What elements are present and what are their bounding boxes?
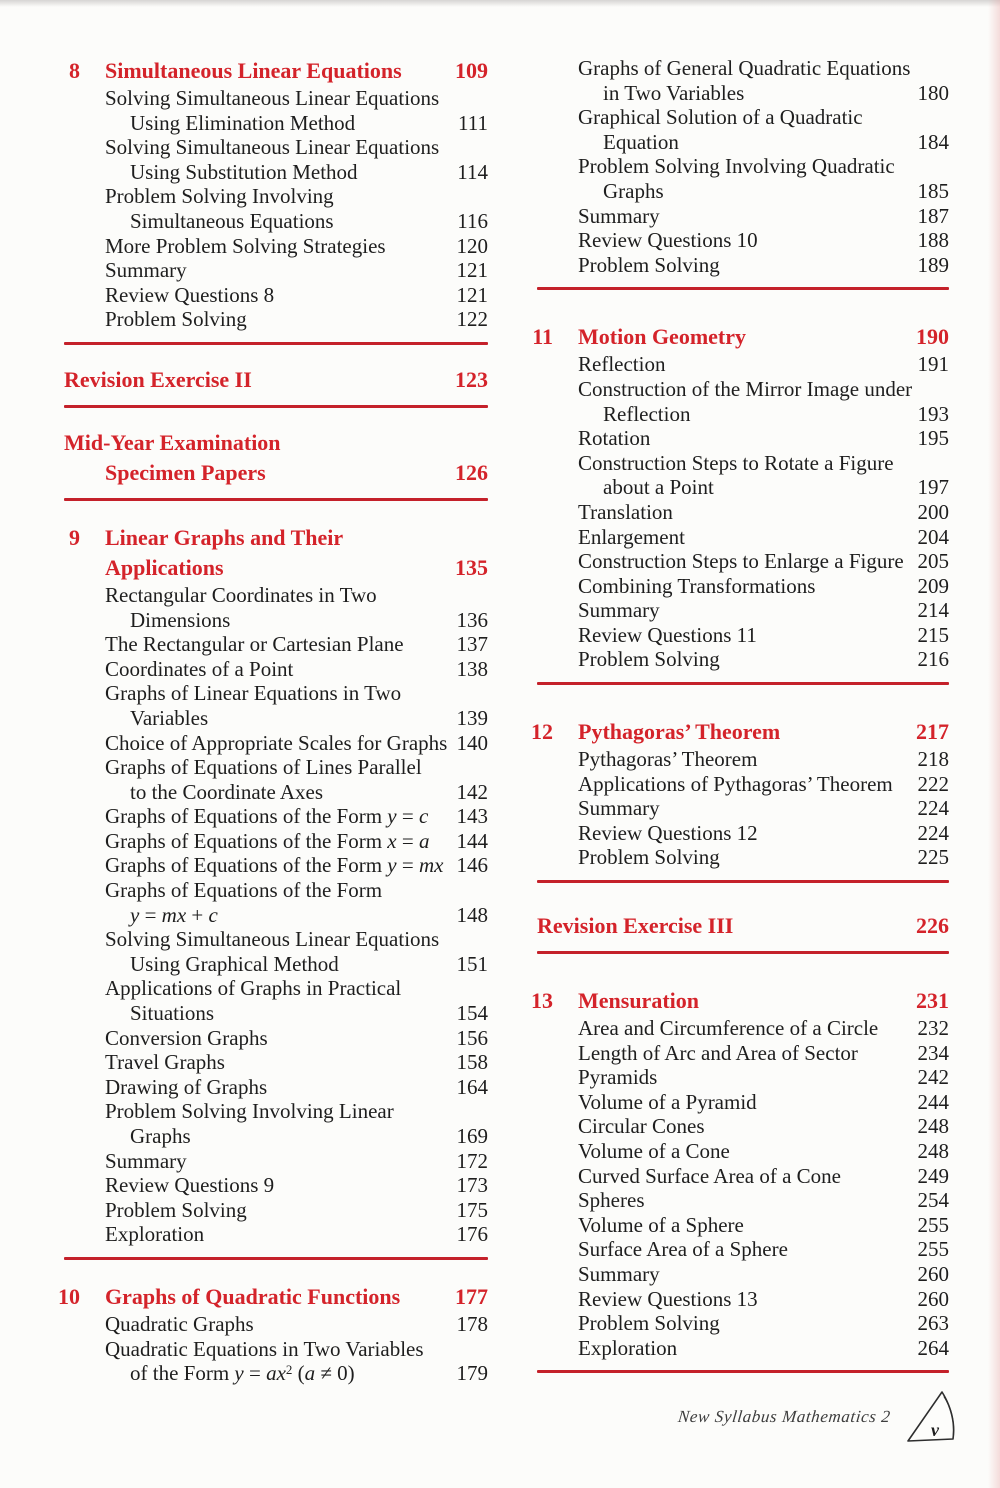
- exercise-title: Specimen Papers: [105, 459, 266, 485]
- toc-page-number: 255: [917, 1237, 949, 1262]
- toc-item-line: [537, 1041, 949, 1066]
- toc-page-number: 180: [917, 80, 949, 105]
- toc-item-text: Problem Solving: [578, 252, 720, 277]
- toc-item-text: Problem Solving Involving: [105, 184, 334, 209]
- toc-page-number: 138: [456, 656, 488, 681]
- toc-page-number: 173: [456, 1173, 488, 1198]
- toc-page-number: 260: [917, 1286, 949, 1311]
- toc-item-text: Quadratic Graphs: [105, 1311, 254, 1336]
- toc-item-text: Summary: [578, 796, 660, 821]
- toc-item-line: [537, 377, 949, 402]
- toc-item-line: [537, 574, 949, 599]
- toc-item-line: [64, 209, 488, 234]
- toc-item-line: [64, 258, 488, 283]
- exercise-page-number: 123: [455, 366, 488, 392]
- toc-item-line: [64, 1149, 488, 1174]
- section-divider-rule: [64, 405, 488, 408]
- toc-item-line: [64, 111, 488, 136]
- toc-item-text: Construction Steps to Rotate a Figure: [578, 450, 894, 475]
- toc-item-text: Summary: [578, 1261, 660, 1286]
- toc-page-number: 178: [456, 1311, 488, 1336]
- toc-item-line: [64, 1050, 488, 1075]
- toc-item-line: [537, 821, 949, 846]
- toc-item-line: [537, 475, 949, 500]
- section-divider-rule: [64, 1257, 488, 1260]
- section-divider-rule: [537, 880, 949, 883]
- toc-page-number: 146: [456, 853, 488, 878]
- toc-item-text: Enlargement: [578, 524, 685, 549]
- toc-item-text: Graphs of Equations of the Form x = a: [105, 828, 430, 853]
- chapter-number: 11: [532, 324, 553, 350]
- toc-page-number: 224: [917, 820, 949, 845]
- toc-item-text: of the Form $y = ax^2$ (a ≠ 0): [130, 1361, 355, 1386]
- toc-item-line: [64, 283, 488, 308]
- exercise-heading-line: [64, 428, 488, 458]
- section-divider-rule: [537, 287, 949, 290]
- toc-item-line: [537, 253, 949, 278]
- toc-item-line: [64, 608, 488, 633]
- toc-item-text: Graphs of General Quadratic Equations: [578, 56, 911, 80]
- chapter-title: Pythagoras’ Theorem: [578, 719, 781, 745]
- chapter-heading-line: [532, 322, 949, 352]
- toc-item-text: Review Questions 8: [105, 282, 275, 307]
- toc-item-text: The Rectangular or Cartesian Plane: [105, 632, 404, 657]
- toc-page-number: 193: [917, 401, 949, 426]
- toc-page-number: 179: [456, 1361, 488, 1386]
- chapter-section: [64, 523, 488, 1247]
- toc-page-number: 249: [917, 1163, 949, 1188]
- toc-item-text: Pyramids: [578, 1065, 658, 1090]
- chapter-heading-line: [531, 986, 949, 1016]
- toc-item-text: to the Coordinate Axes: [130, 779, 324, 804]
- toc-item-text: y = mx + c: [130, 902, 218, 927]
- toc-item-line: [64, 952, 488, 977]
- toc-item-line: [537, 1311, 949, 1336]
- toc-page-number: 218: [917, 747, 949, 772]
- toc-page-number: 248: [917, 1139, 949, 1163]
- toc-item-text: Problem Solving Involving Quadratic: [578, 154, 895, 179]
- toc-page-number: 169: [456, 1124, 488, 1148]
- toc-item-line: [537, 1164, 949, 1189]
- toc-item-line: [537, 1016, 949, 1041]
- chapter-page-number: 177: [455, 1283, 488, 1309]
- toc-item-text: Problem Solving: [105, 307, 247, 332]
- toc-item-line: [64, 804, 488, 829]
- chapter-page-number: 135: [455, 554, 488, 580]
- chapter-heading-line: [531, 717, 949, 747]
- toc-item-line: [537, 426, 949, 451]
- toc-item-text: Review Questions 12: [578, 820, 758, 845]
- toc-item-text: Problem Solving: [578, 647, 720, 672]
- toc-item-line: [64, 681, 488, 706]
- chapter-number: 9: [69, 524, 80, 550]
- toc-item-text: Situations: [130, 1001, 215, 1026]
- toc-item-line: [537, 1114, 949, 1139]
- chapter-section: [531, 986, 949, 1360]
- toc-page-number: 139: [456, 705, 488, 730]
- toc-page-number: 263: [917, 1311, 949, 1336]
- toc-item-line: [537, 549, 949, 574]
- toc-page-number: 222: [917, 771, 949, 796]
- toc-item-line: [64, 706, 488, 731]
- toc-page-number: 200: [917, 499, 949, 524]
- chapter-number: 12: [531, 719, 553, 745]
- toc-item-line: [537, 1139, 949, 1164]
- toc-item-line: [64, 234, 488, 259]
- chapter-title: Mensuration: [578, 988, 699, 1014]
- chapter-number: 10: [58, 1283, 80, 1309]
- toc-item-text: Dimensions: [130, 607, 231, 632]
- toc-item-text: Volume of a Cone: [578, 1139, 730, 1163]
- toc-item-text: Review Questions 13: [578, 1286, 758, 1311]
- toc-item-text: Rotation: [578, 426, 651, 451]
- toc-page-number: 234: [917, 1040, 949, 1065]
- toc-item-line: [537, 402, 949, 427]
- toc-item-line: [64, 1337, 488, 1362]
- toc-item-line: [537, 1262, 949, 1287]
- toc-item-text: Choice of Appropriate Scales for Graphs: [105, 730, 448, 755]
- toc-page-number: 154: [456, 1001, 488, 1026]
- toc-page-number: 164: [456, 1074, 488, 1099]
- chapter-page-number: 217: [916, 719, 949, 745]
- toc-item-text: Volume of a Sphere: [578, 1212, 744, 1237]
- toc-page-number: 187: [917, 203, 949, 228]
- chapter-page-number: 190: [916, 324, 949, 350]
- toc-page-number: 225: [917, 845, 949, 870]
- toc-page-number: 209: [917, 573, 949, 598]
- toc-item-line: [537, 154, 949, 179]
- toc-item-text: Conversion Graphs: [105, 1025, 268, 1050]
- toc-item-text: Review Questions 9: [105, 1173, 275, 1198]
- toc-item-text: Review Questions 11: [578, 622, 757, 647]
- toc-item-text: Equation: [603, 129, 679, 154]
- toc-item-line: [64, 86, 488, 111]
- toc-item-text: Circular Cones: [578, 1114, 705, 1139]
- chapter-title: Simultaneous Linear Equations: [105, 58, 402, 83]
- toc-page-number: 120: [456, 233, 488, 258]
- exercise-section: [64, 428, 488, 488]
- toc-item-text: Simultaneous Equations: [130, 208, 334, 233]
- toc-page-number: 242: [917, 1065, 949, 1090]
- toc-item-line: [537, 772, 949, 797]
- toc-items-continued: [537, 56, 949, 277]
- toc-page-number: 204: [917, 524, 949, 549]
- section-divider-rule: [64, 498, 488, 501]
- toc-page-number: 114: [457, 159, 488, 184]
- toc-page-number: 144: [456, 828, 488, 853]
- toc-item-line: [537, 796, 949, 821]
- toc-item-line: [64, 1198, 488, 1223]
- scan-artifact-top-shadow: [0, 0, 1000, 7]
- toc-item-text: Solving Simultaneous Linear Equations: [105, 86, 440, 110]
- page-number-roman: v: [931, 1420, 939, 1440]
- section-divider-rule: [537, 1370, 949, 1373]
- toc-item-text: Graphical Solution of a Quadratic: [578, 105, 863, 130]
- toc-item-text: Coordinates of a Point: [105, 656, 294, 681]
- toc-column-right: [531, 56, 949, 1373]
- toc-item-line: [64, 731, 488, 756]
- exercise-section: [537, 911, 949, 941]
- toc-item-line: [537, 747, 949, 772]
- toc-page-number: 248: [917, 1114, 949, 1139]
- toc-page-number: 111: [458, 110, 488, 135]
- toc-item-line: [64, 184, 488, 209]
- toc-page-number: 140: [456, 730, 488, 755]
- toc-item-text: Summary: [105, 1148, 187, 1173]
- toc-item-line: [64, 927, 488, 952]
- toc-item-line: [537, 598, 949, 623]
- toc-page-number: 176: [456, 1222, 488, 1247]
- exercise-title: Revision Exercise II: [64, 366, 252, 392]
- chapter-number: 8: [69, 58, 80, 83]
- toc-item-line: [64, 878, 488, 903]
- toc-item-line: [64, 853, 488, 878]
- toc-item-text: Graphs: [603, 178, 664, 203]
- toc-page-number: 260: [917, 1261, 949, 1286]
- toc-item-line: [537, 1287, 949, 1312]
- toc-item-text: in Two Variables: [603, 80, 745, 105]
- toc-item-text: Problem Solving: [105, 1197, 247, 1222]
- chapter-heading-line: [58, 1282, 488, 1312]
- toc-item-text: Area and Circumference of a Circle: [578, 1016, 879, 1041]
- toc-page-number: 184: [917, 129, 949, 154]
- toc-item-line: [64, 903, 488, 928]
- toc-page-number: 254: [917, 1188, 949, 1213]
- toc-item-text: Problem Solving: [578, 1311, 720, 1336]
- toc-item-line: [64, 1312, 488, 1337]
- toc-item-text: Travel Graphs: [105, 1050, 225, 1075]
- toc-item-line: [64, 829, 488, 854]
- toc-item-line: [537, 1188, 949, 1213]
- toc-page-number: 121: [456, 282, 488, 307]
- toc-item-text: Graphs: [130, 1124, 191, 1148]
- exercise-heading-line: [64, 365, 488, 395]
- toc-page-number: 121: [456, 258, 488, 283]
- toc-item-text: Length of Arc and Area of Sector: [578, 1040, 858, 1065]
- toc-item-line: [64, 657, 488, 682]
- chapter-section: [58, 1282, 488, 1386]
- exercise-title: Revision Exercise III: [537, 913, 734, 939]
- toc-page-number: 185: [917, 178, 949, 203]
- toc-item-line: [537, 1237, 949, 1262]
- toc-item-line: [64, 1099, 488, 1124]
- toc-item-line: [64, 135, 488, 160]
- scan-artifact-right-tint: [988, 0, 1000, 1488]
- toc-item-text: Surface Area of a Sphere: [578, 1237, 788, 1262]
- toc-item-text: Problem Solving: [578, 845, 720, 870]
- toc-item-text: Solving Simultaneous Linear Equations: [105, 135, 440, 160]
- chapter-section: [531, 717, 949, 870]
- toc-item-text: Graphs of Equations of Lines Parallel: [105, 755, 422, 780]
- toc-item-line: [64, 583, 488, 608]
- toc-item-line: [537, 1336, 949, 1361]
- toc-page-number: 158: [456, 1050, 488, 1075]
- book-title: New Syllabus Mathematics 2: [676, 1407, 892, 1426]
- toc-item-line: [537, 525, 949, 550]
- toc-item-line: [537, 1090, 949, 1115]
- toc-page-number: 244: [917, 1089, 949, 1114]
- toc-item-text: Graphs of Equations of the Form y = c: [105, 804, 429, 829]
- toc-item-text: Graphs of Equations of the Form: [105, 878, 383, 903]
- toc-page-number: 264: [917, 1335, 949, 1360]
- toc-item-line: [64, 1075, 488, 1100]
- toc-page-number: 151: [456, 951, 488, 976]
- toc-page-number: 136: [456, 607, 488, 632]
- toc-page-number: 148: [456, 902, 488, 927]
- toc-page-number: 172: [456, 1148, 488, 1173]
- toc-item-text: Graphs of Equations of the Form y = mx: [105, 853, 444, 878]
- toc-item-text: Rectangular Coordinates in Two: [105, 582, 377, 607]
- toc-item-text: Exploration: [105, 1222, 205, 1247]
- toc-item-line: [537, 228, 949, 253]
- page-footer: [678, 1390, 961, 1444]
- chapter-title: Graphs of Quadratic Functions: [105, 1283, 401, 1309]
- toc-item-line: [537, 451, 949, 476]
- toc-page-number: 224: [917, 796, 949, 821]
- chapter-number: 13: [531, 988, 553, 1014]
- toc-page-number: 175: [456, 1197, 488, 1222]
- exercise-heading-line: [64, 458, 488, 488]
- exercise-section: [64, 365, 488, 395]
- chapter-section: [532, 322, 949, 672]
- toc-item-text: Reflection: [603, 401, 691, 426]
- toc-item-text: Curved Surface Area of a Cone: [578, 1163, 841, 1188]
- section-divider-rule: [64, 342, 488, 345]
- section-divider-rule: [537, 951, 949, 954]
- toc-item-line: [64, 1001, 488, 1026]
- toc-item-text: Drawing of Graphs: [105, 1074, 268, 1099]
- toc-item-text: Summary: [105, 258, 187, 283]
- section-divider-rule: [537, 682, 949, 685]
- toc-item-text: Graphs of Linear Equations in Two: [105, 681, 402, 706]
- toc-item-text: Quadratic Equations in Two Variables: [105, 1336, 424, 1361]
- chapter-heading-line: [64, 523, 488, 553]
- toc-item-text: Reflection: [578, 352, 666, 377]
- toc-page-number: 142: [456, 779, 488, 804]
- toc-item-line: [64, 632, 488, 657]
- toc-item-line: [537, 179, 949, 204]
- toc-item-line: [64, 1173, 488, 1198]
- toc-item-text: Using Substitution Method: [130, 159, 358, 184]
- toc-item-text: Summary: [578, 598, 660, 623]
- toc-column-left: [58, 56, 488, 1386]
- toc-page-number: 143: [456, 804, 488, 829]
- chapter-page-number: 231: [916, 988, 949, 1014]
- toc-item-line: [537, 204, 949, 229]
- page-corner-sail-icon: [904, 1390, 960, 1444]
- toc-item-line: [537, 845, 949, 870]
- toc-item-line: [64, 1026, 488, 1051]
- chapter-heading-line: [64, 56, 488, 86]
- toc-item-line: [537, 352, 949, 377]
- toc-item-line: [64, 755, 488, 780]
- toc-item-text: Solving Simultaneous Linear Equations: [105, 927, 440, 952]
- toc-item-line: [537, 1065, 949, 1090]
- toc-item-text: Variables: [130, 705, 209, 730]
- toc-item-text: Exploration: [578, 1335, 678, 1360]
- toc-item-line: [64, 1222, 488, 1247]
- toc-item-line: [537, 81, 949, 106]
- exercise-title: Mid-Year Examination: [64, 429, 281, 455]
- toc-item-line: [537, 56, 949, 81]
- exercise-page-number: 226: [916, 913, 949, 939]
- chapter-title: Applications: [105, 554, 224, 580]
- toc-page-number: 197: [917, 475, 949, 500]
- toc-item-text: Using Elimination Method: [130, 110, 356, 135]
- exercise-heading-line: [537, 911, 949, 941]
- toc-item-text: Summary: [578, 203, 660, 228]
- toc-item-line: [537, 500, 949, 525]
- toc-item-line: [537, 623, 949, 648]
- toc-item-line: [537, 1213, 949, 1238]
- toc-page-number: 137: [456, 632, 488, 657]
- chapter-heading-line: [64, 553, 488, 583]
- toc-item-line: [64, 307, 488, 332]
- toc-item-text: Applications of Graphs in Practical: [105, 976, 402, 1001]
- chapter-title: Motion Geometry: [578, 324, 746, 350]
- toc-item-text: Construction Steps to Enlarge a Figure: [578, 549, 904, 574]
- toc-item-line: [64, 1124, 488, 1149]
- toc-page-number: 188: [917, 228, 949, 253]
- toc-item-line: [537, 647, 949, 672]
- toc-item-text: Review Questions 10: [578, 228, 758, 253]
- chapter-section: [64, 56, 488, 332]
- toc-item-text: Combining Transformations: [578, 573, 816, 598]
- chapter-page-number: 109: [455, 58, 488, 83]
- toc-item-text: More Problem Solving Strategies: [105, 233, 386, 258]
- toc-item-line: [537, 105, 949, 130]
- toc-page-number: 232: [917, 1016, 949, 1041]
- toc-item-line: [64, 1361, 488, 1386]
- toc-page-number: 116: [457, 208, 488, 233]
- chapter-title: Linear Graphs and Their: [105, 524, 344, 550]
- toc-item-text: Using Graphical Method: [130, 951, 339, 976]
- toc-page-number: 255: [917, 1212, 949, 1237]
- toc-item-text: Applications of Pythagoras’ Theorem: [578, 771, 893, 796]
- toc-item-line: [537, 130, 949, 155]
- toc-page-number: 205: [917, 549, 949, 574]
- toc-item-text: Spheres: [578, 1188, 645, 1213]
- toc-page-number: 191: [917, 352, 949, 377]
- toc-item-line: [64, 780, 488, 805]
- toc-page-number: 156: [456, 1025, 488, 1050]
- toc-page-number: 215: [917, 622, 949, 647]
- toc-item-text: Translation: [578, 499, 673, 524]
- toc-item-text: Construction of the Mirror Image under: [578, 376, 913, 401]
- toc-item-text: Problem Solving Involving Linear: [105, 1099, 394, 1124]
- toc-item-text: about a Point: [603, 475, 714, 500]
- toc-page-number: 216: [917, 647, 949, 672]
- toc-page-number: 122: [456, 307, 488, 332]
- toc-item-line: [64, 976, 488, 1001]
- toc-page-number: 189: [917, 252, 949, 277]
- toc-page-number: 214: [917, 598, 949, 623]
- toc-item-text: Pythagoras’ Theorem: [578, 747, 758, 772]
- exercise-page-number: 126: [455, 459, 488, 485]
- toc-page-number: 195: [917, 426, 949, 451]
- toc-item-line: [64, 160, 488, 185]
- toc-item-text: Volume of a Pyramid: [578, 1089, 757, 1114]
